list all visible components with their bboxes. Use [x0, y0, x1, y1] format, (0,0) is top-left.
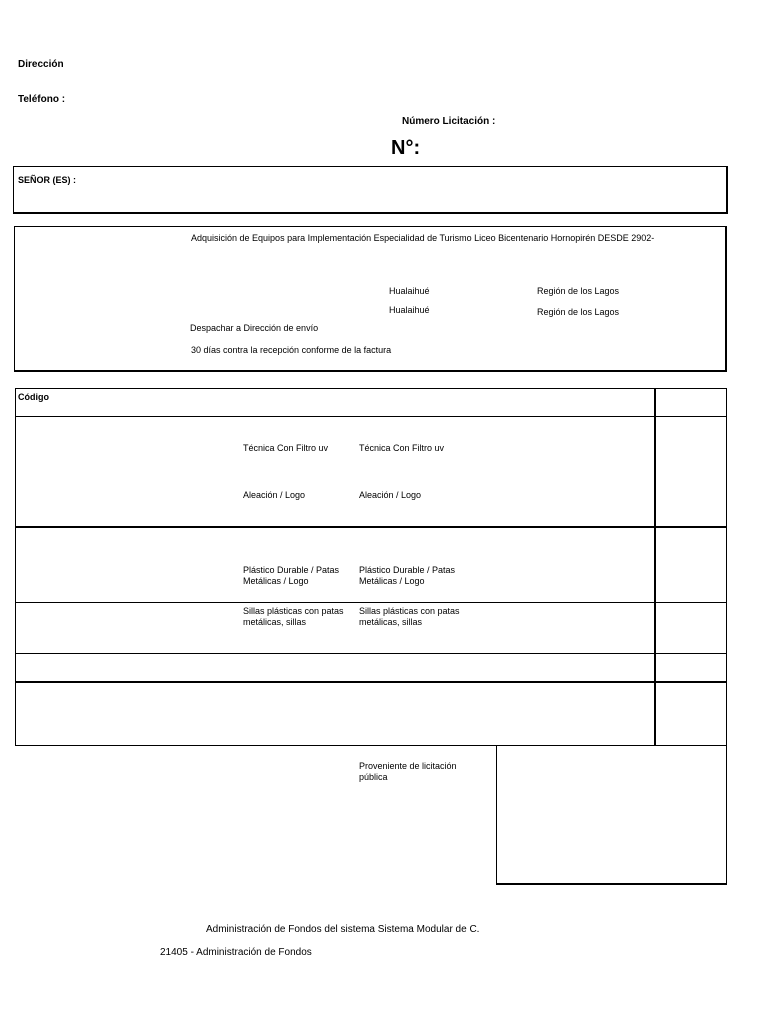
row-2-col-b: Aleación / Logo [359, 490, 422, 500]
row-4-col-b: Sillas plásticas con patas metálicas, sillas [359, 606, 460, 627]
table-row-divider [15, 416, 727, 417]
payment-terms: 30 días contra la recepción conforme de la factura [191, 345, 392, 355]
direccion-label: Dirección [18, 59, 64, 70]
table-row-divider [15, 681, 727, 683]
row-2-col-a: Aleación / Logo [243, 490, 306, 500]
details-box [14, 226, 727, 372]
row-3-col-a: Plástico Durable / Patas Metálicas / Logo [243, 565, 340, 586]
row-1-col-a: Técnica Con Filtro uv [243, 443, 329, 453]
admin-code: 21405 - Administración de Fondos [160, 947, 312, 958]
row-4-col-a: Sillas plásticas con patas metálicas, sillas [243, 606, 344, 627]
purchase-description: Adquisición de Equipos para Implementación Especialidad de Turismo Liceo Bicentenario Hornopirén DESDE 2902- [191, 233, 655, 243]
senor-box [13, 166, 728, 214]
row-3-col-b: Plástico Durable / Patas Metálicas / Logo [359, 565, 456, 586]
table-row-divider [15, 526, 727, 528]
region-1: Región de los Lagos [537, 286, 620, 296]
senor-label: SEÑOR (ES) : [18, 175, 77, 185]
dispatch-instruction: Despachar a Dirección de envío [190, 323, 319, 333]
admin-line: Administración de Fondos del sistema Sistema Modular de C. [206, 924, 480, 935]
telefono-label: Teléfono : [18, 94, 66, 105]
commune-2: Hualaihué [389, 305, 430, 315]
table-column-divider [654, 388, 656, 746]
totals-box [496, 745, 727, 885]
provenance-note: Proveniente de licitación pública [359, 761, 457, 782]
licitacion-number: N°: [391, 137, 421, 159]
row-1-col-b: Técnica Con Filtro uv [359, 443, 445, 453]
region-2: Región de los Lagos [537, 307, 620, 317]
licitacion-label: Número Licitación : [402, 116, 496, 127]
commune-1: Hualaihué [389, 286, 430, 296]
table-row-divider [15, 602, 727, 603]
table-row-divider [15, 653, 727, 654]
code-header: Código [18, 392, 49, 402]
